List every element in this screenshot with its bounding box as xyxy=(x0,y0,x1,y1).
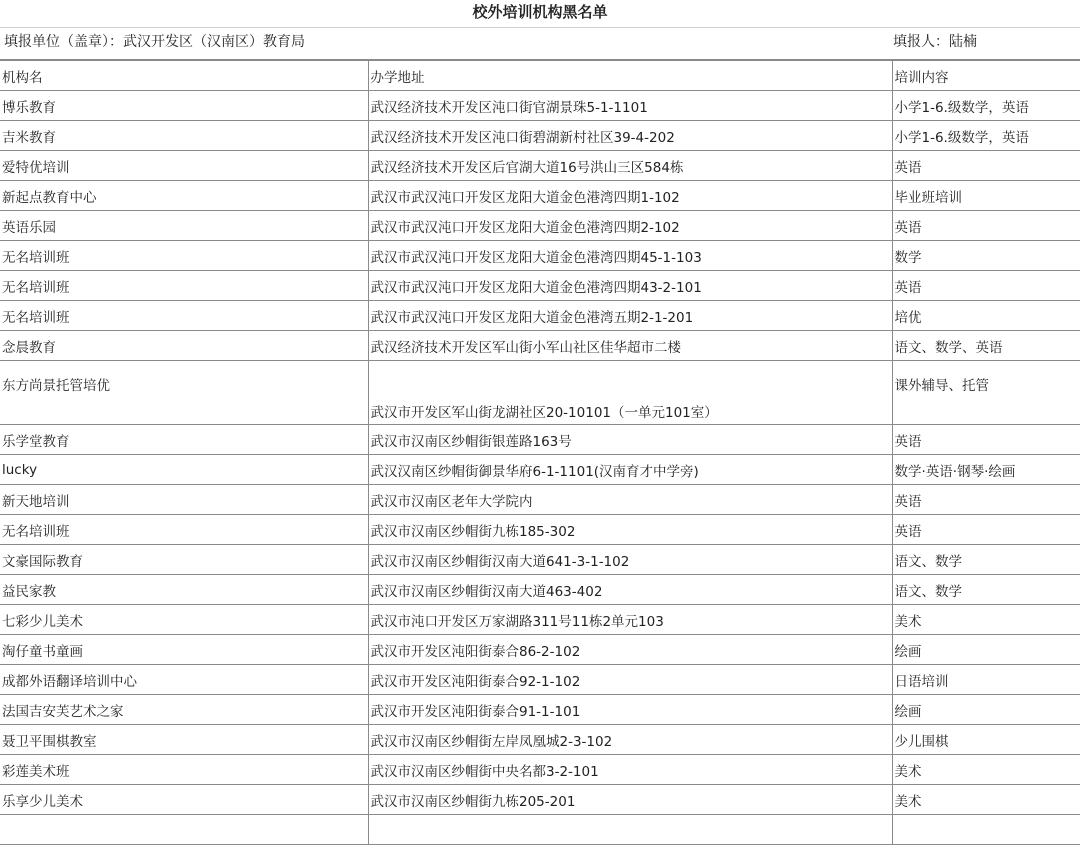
cell-training-content: 小学1-6.级数学，英语 xyxy=(892,121,1080,151)
table-row xyxy=(0,695,1080,725)
cell-training-content: 数学 xyxy=(892,241,1080,271)
cell-address xyxy=(368,815,892,845)
table-row xyxy=(0,241,1080,271)
table-body xyxy=(0,91,1080,845)
cell-training-content: 美术 xyxy=(892,755,1080,785)
table-row xyxy=(0,271,1080,301)
cell-training-content: 日语培训 xyxy=(892,665,1080,695)
cell-training-content: 英语 xyxy=(892,515,1080,545)
table-row xyxy=(0,331,1080,361)
cell-training-content: 数学·英语·钢琴·绘画 xyxy=(892,455,1080,485)
cell-training-content: 小学1-6.级数学，英语 xyxy=(892,91,1080,121)
cell-training-content: 语文、数学 xyxy=(892,545,1080,575)
reporting-unit: 填报单位（盖章）：武汉开发区（汉南区）教育局 xyxy=(4,34,305,50)
cell-address: 武汉市沌口开发区万家湖路311号11栋2单元103 xyxy=(368,605,892,635)
cell-institution-name: 聂卫平围棋教室 xyxy=(0,725,368,755)
cell-institution-name: 吉米教育 xyxy=(0,121,368,151)
cell-institution-name: 成都外语翻译培训中心 xyxy=(0,665,368,695)
cell-institution-name: 新起点教育中心 xyxy=(0,181,368,211)
cell-institution-name: 法国吉安芙艺术之家 xyxy=(0,695,368,725)
cell-address: 武汉市武汉沌口开发区龙阳大道金色港湾四期2-102 xyxy=(368,211,892,241)
cell-training-content: 绘画 xyxy=(892,635,1080,665)
table-row xyxy=(0,575,1080,605)
cell-training-content: 培优 xyxy=(892,301,1080,331)
cell-training-content: 语文、数学、英语 xyxy=(892,331,1080,361)
cell-institution-name xyxy=(0,815,368,845)
column-header-name: 机构名 xyxy=(0,61,368,91)
table-row xyxy=(0,181,1080,211)
table-row xyxy=(0,545,1080,575)
table-row xyxy=(0,301,1080,331)
cell-address: 武汉汉南区纱帽街御景华府6-1-1101(汉南育才中学旁) xyxy=(368,455,892,485)
cell-institution-name: 博乐教育 xyxy=(0,91,368,121)
table-row xyxy=(0,425,1080,455)
cell-training-content: 英语 xyxy=(892,211,1080,241)
header-row xyxy=(0,61,1080,91)
cell-training-content: 绘画 xyxy=(892,695,1080,725)
table-row xyxy=(0,91,1080,121)
cell-institution-name: 东方尚景托管培优 xyxy=(0,361,368,425)
cell-address: 武汉市武汉沌口开发区龙阳大道金色港湾五期2-1-201 xyxy=(368,301,892,331)
cell-training-content: 语文、数学 xyxy=(892,575,1080,605)
cell-training-content: 英语 xyxy=(892,151,1080,181)
table-row xyxy=(0,485,1080,515)
table-row xyxy=(0,361,1080,425)
cell-address: 武汉市汉南区纱帽街汉南大道641-3-1-102 xyxy=(368,545,892,575)
cell-address: 武汉经济技术开发区沌口街官湖景珠5-1-1101 xyxy=(368,91,892,121)
cell-address: 武汉市汉南区纱帽街九栋205-201 xyxy=(368,785,892,815)
meta-row xyxy=(0,28,1080,60)
table-row xyxy=(0,755,1080,785)
cell-institution-name: 无名培训班 xyxy=(0,271,368,301)
cell-address: 武汉市汉南区纱帽街九栋185-302 xyxy=(368,515,892,545)
cell-institution-name: 乐学堂教育 xyxy=(0,425,368,455)
cell-institution-name: 文豪国际教育 xyxy=(0,545,368,575)
cell-institution-name: 念晨教育 xyxy=(0,331,368,361)
cell-institution-name: lucky xyxy=(0,455,368,485)
cell-address: 武汉市开发区沌阳街泰合92-1-102 xyxy=(368,665,892,695)
table-row xyxy=(0,665,1080,695)
table-row xyxy=(0,151,1080,181)
sheet-title: 校外培训机构黑名单 xyxy=(0,0,1080,28)
cell-institution-name: 新天地培训 xyxy=(0,485,368,515)
cell-training-content: 毕业班培训 xyxy=(892,181,1080,211)
cell-address: 武汉市汉南区纱帽街中央名都3-2-101 xyxy=(368,755,892,785)
table-row xyxy=(0,785,1080,815)
cell-training-content: 美术 xyxy=(892,605,1080,635)
table-row xyxy=(0,121,1080,151)
cell-address: 武汉市武汉沌口开发区龙阳大道金色港湾四期1-102 xyxy=(368,181,892,211)
cell-address: 武汉市开发区军山街龙湖社区20-10101（一单元101室） xyxy=(368,361,892,425)
table-row xyxy=(0,605,1080,635)
table-row xyxy=(0,515,1080,545)
cell-training-content: 课外辅导、托管 xyxy=(892,361,1080,425)
table-row xyxy=(0,815,1080,845)
cell-institution-name: 益民家教 xyxy=(0,575,368,605)
cell-institution-name: 七彩少儿美术 xyxy=(0,605,368,635)
cell-institution-name: 无名培训班 xyxy=(0,301,368,331)
cell-institution-name: 淘仔童书童画 xyxy=(0,635,368,665)
cell-institution-name: 爱特优培训 xyxy=(0,151,368,181)
cell-institution-name: 英语乐园 xyxy=(0,211,368,241)
cell-address: 武汉市武汉沌口开发区龙阳大道金色港湾四期43-2-101 xyxy=(368,271,892,301)
cell-training-content: 英语 xyxy=(892,425,1080,455)
cell-address: 武汉经济技术开发区后官湖大道16号洪山三区584栋 xyxy=(368,151,892,181)
blacklist-table xyxy=(0,60,1080,845)
cell-address: 武汉市汉南区纱帽街左岸凤凰城2-3-102 xyxy=(368,725,892,755)
column-header-content: 培训内容 xyxy=(892,61,1080,91)
cell-address: 武汉市开发区沌阳街泰合86-2-102 xyxy=(368,635,892,665)
cell-address: 武汉经济技术开发区军山街小军山社区佳华超市二楼 xyxy=(368,331,892,361)
table-row xyxy=(0,211,1080,241)
cell-institution-name: 乐享少儿美术 xyxy=(0,785,368,815)
cell-address: 武汉市武汉沌口开发区龙阳大道金色港湾四期45-1-103 xyxy=(368,241,892,271)
table-row xyxy=(0,455,1080,485)
cell-training-content: 英语 xyxy=(892,271,1080,301)
cell-address: 武汉市汉南区纱帽街汉南大道463-402 xyxy=(368,575,892,605)
cell-institution-name: 无名培训班 xyxy=(0,241,368,271)
cell-address: 武汉市汉南区纱帽街银莲路163号 xyxy=(368,425,892,455)
column-header-address: 办学地址 xyxy=(368,61,892,91)
cell-institution-name: 无名培训班 xyxy=(0,515,368,545)
cell-training-content: 少儿围棋 xyxy=(892,725,1080,755)
reporter: 填报人：陆楠 xyxy=(893,34,977,50)
cell-training-content: 英语 xyxy=(892,485,1080,515)
table-row xyxy=(0,635,1080,665)
cell-address: 武汉经济技术开发区沌口街碧湖新村社区39-4-202 xyxy=(368,121,892,151)
cell-training-content xyxy=(892,815,1080,845)
cell-institution-name: 彩莲美术班 xyxy=(0,755,368,785)
cell-address: 武汉市开发区沌阳街泰合91-1-101 xyxy=(368,695,892,725)
table-row xyxy=(0,725,1080,755)
cell-training-content: 美术 xyxy=(892,785,1080,815)
cell-address: 武汉市汉南区老年大学院内 xyxy=(368,485,892,515)
